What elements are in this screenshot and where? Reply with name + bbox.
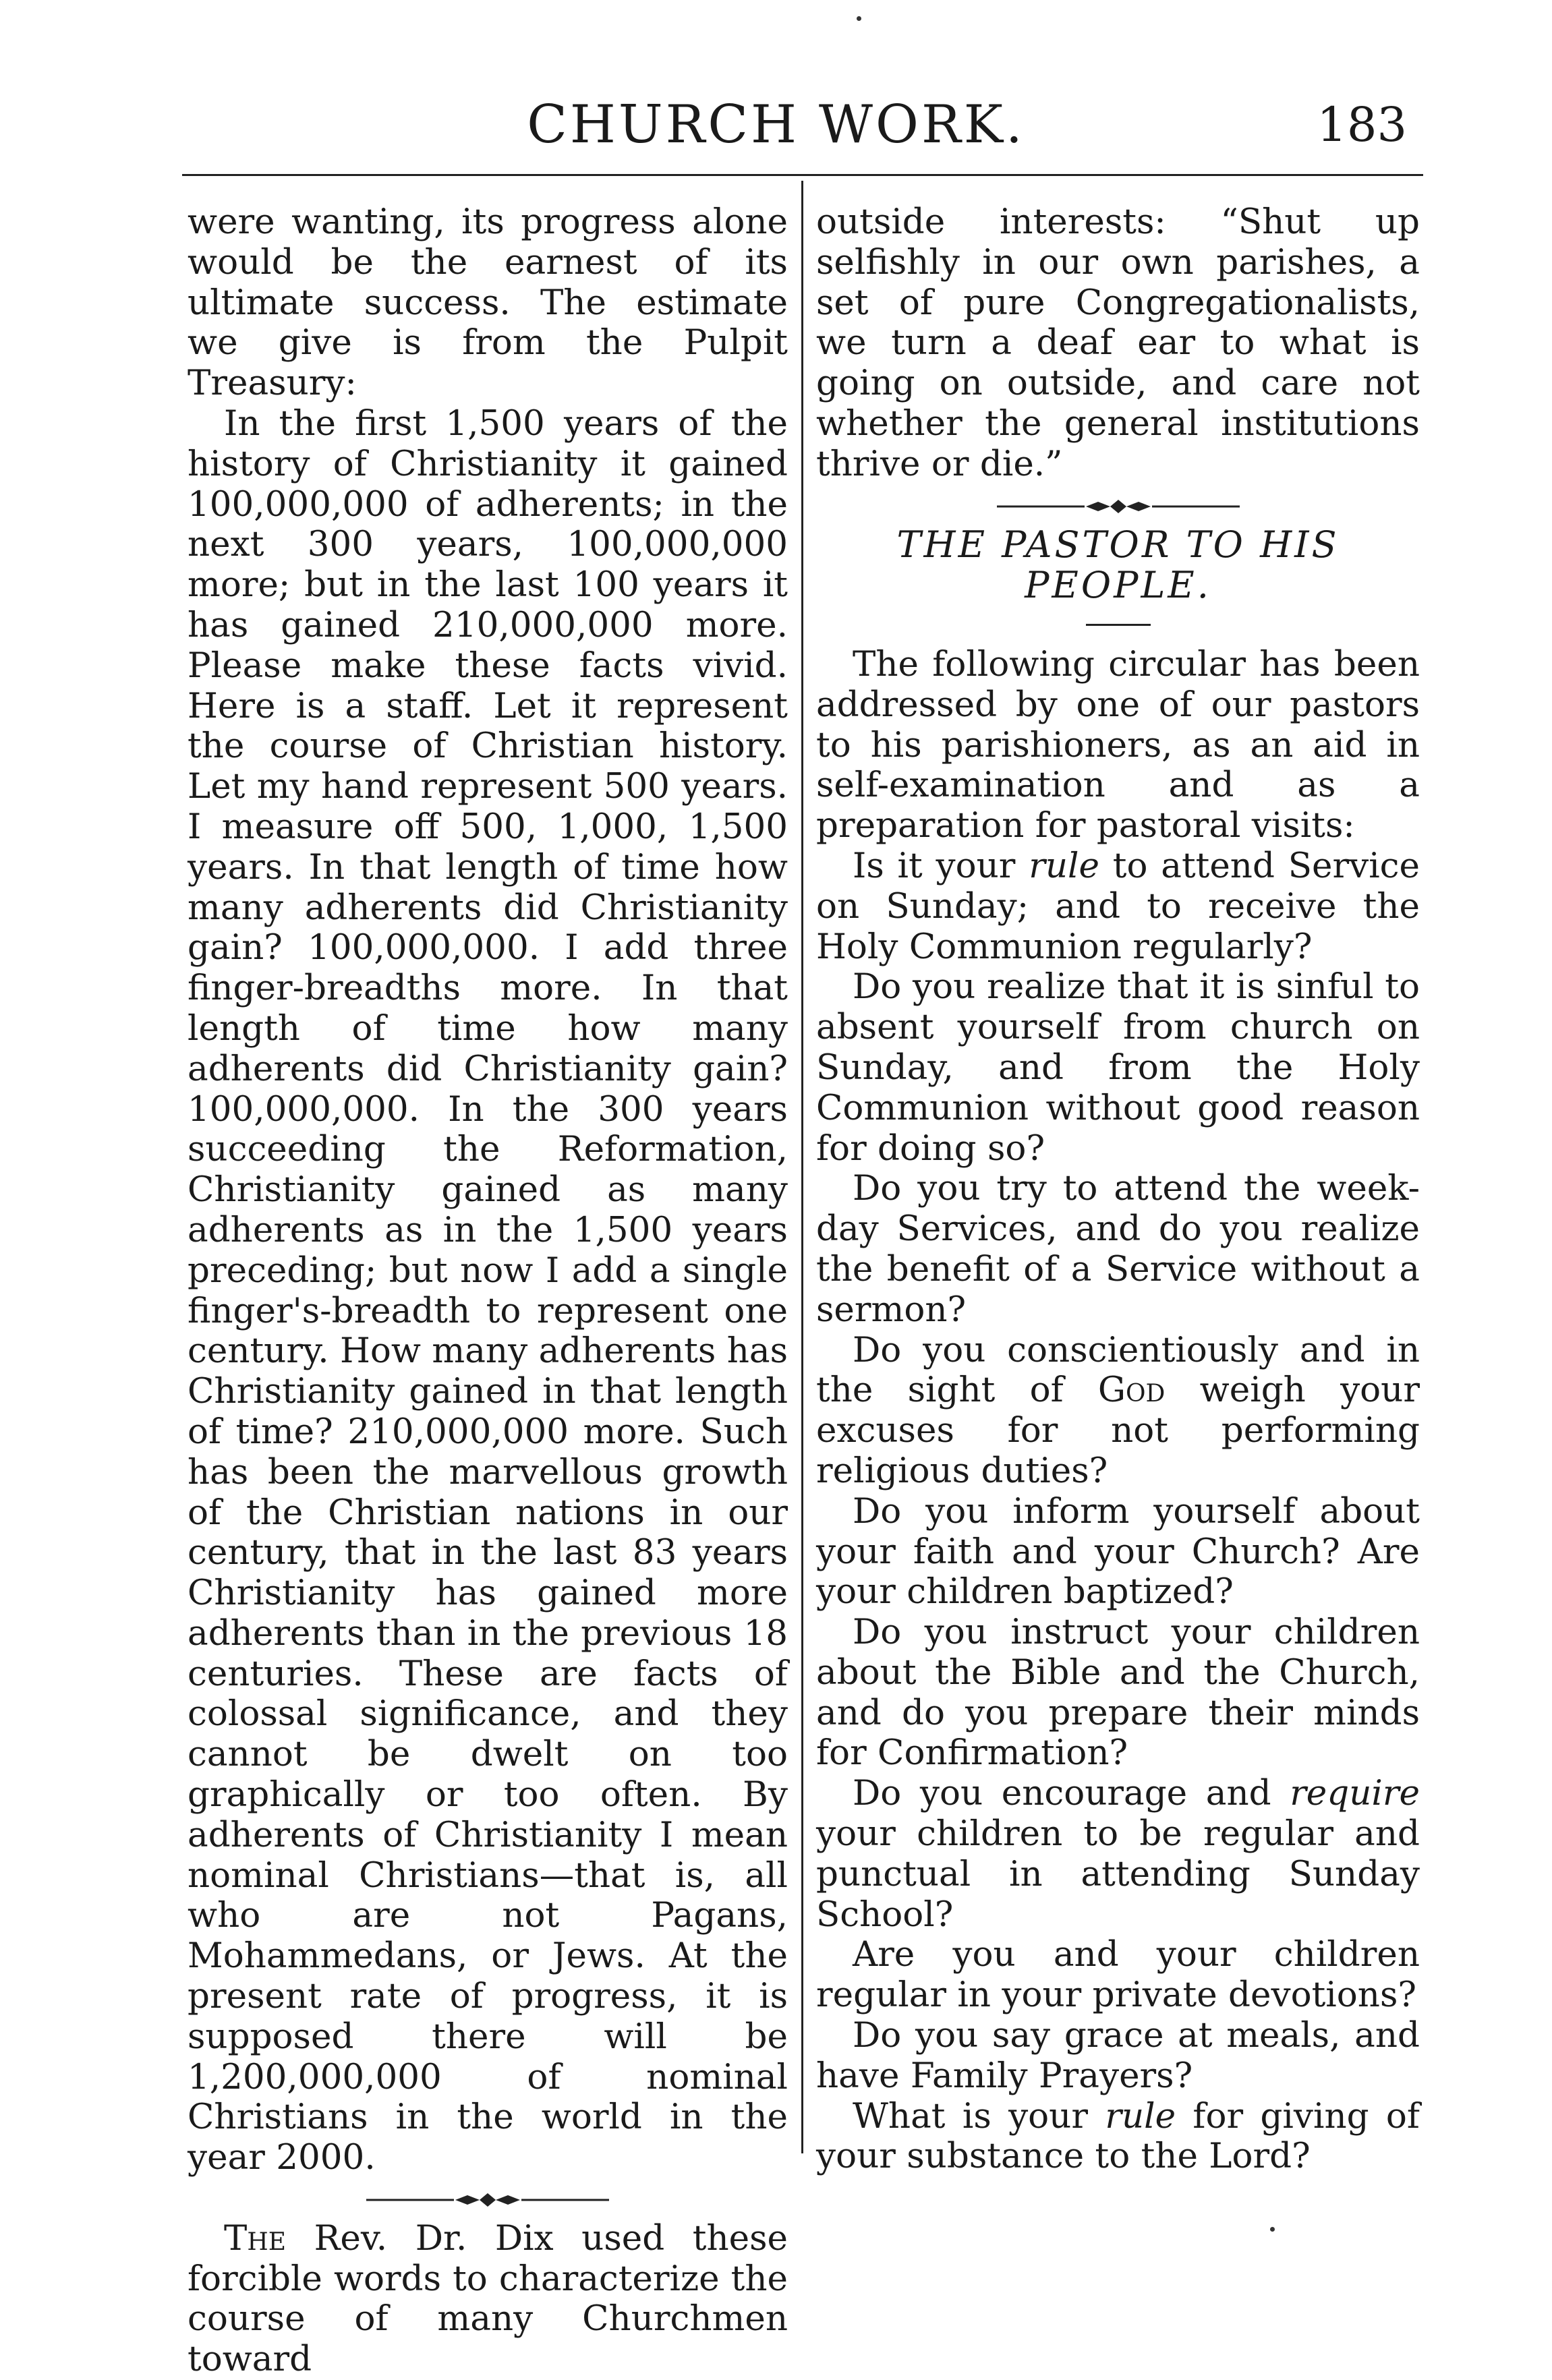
small-caps-word: God	[1097, 1370, 1166, 1411]
right-column	[816, 202, 1420, 2177]
question-7: Do you encourage and require your children to be regular and punctual in attending Sunday School?	[816, 1773, 1420, 1935]
heading-rule	[1086, 624, 1151, 626]
left-paragraph-continued: were wanting, its progress alone would be the earnest of its ultimate success. The estimate we give is from the Pulpit Treasury:	[188, 202, 788, 404]
ornament-divider-icon	[997, 498, 1240, 515]
question-8: Are you and your children regular in your private devotions?	[816, 1934, 1420, 2016]
ornament-divider-icon	[366, 2192, 609, 2208]
section-ornament	[188, 2178, 788, 2219]
left-paragraph-dix	[188, 2219, 788, 2380]
question-3: Do you try to attend the week-day Services, and do you realize the benefit of a Service without a sermon?	[816, 1168, 1420, 1330]
emphasis: rule	[1105, 2095, 1176, 2137]
question-1: Is it your rule to attend Service on Sunday; and to receive the Holy Communion regularly?	[816, 845, 1420, 967]
emphasis: rule	[1029, 845, 1099, 886]
question-10: What is your rule for giving of your substance to the Lord?	[816, 2095, 1420, 2177]
right-paragraph-quote: outside interests: “Shut up selfishly in our own parishes, a set of pure Congregationalists, we turn a deaf ear to what is going on outside, and care not whether the general institutions thrive or die.”	[816, 202, 1420, 484]
page-header	[0, 88, 1552, 162]
print-speck	[1270, 2227, 1275, 2232]
left-column	[188, 202, 788, 2380]
left-paragraph-dix-text: Rev. Dr. Dix used these forcible words to characterize the course of many Churchmen toward	[188, 2217, 788, 2380]
left-paragraph-quotation: In the first 1,500 years of the history of Christianity it gained 100,000,000 of adherents; in the next 300 years, 100,000,000 more; but in the last 100 years it has gained 210,000,000 more. Please make these facts vivid. Here is a staff. Let it represent the course of Christian history. Let my hand represent 500 years. I measure off 500, 1,000, 1,500 years. In that length of time how many adherents did Christianity gain? 100,000,000. I add three finger-breadths more. In that length of time how many adherents did Christianity gain? 100,000,000. In the 300 years succeeding the Reformation, Christianity gained as many adherents as in the 1,500 years preceding; but now I add a single finger's-breadth to represent one century. How many adherents has Christianity gained in that length of time? 210,000,000 more. Such has been the marvellous growth of the Christian nations in our century, that in the last 83 years Christianity has gained more adherents than in the previous 18 centuries. These are facts of colossal significance, and they cannot be dwelt on too graphically or too often. By adherents of Christianity I mean nominal Christians—that is, all who are not Pagans, Mohammedans, or Jews. At the present rate of progress, it is supposed there will be 1,200,000,000 of nominal Christians in the world in the year 2000.	[188, 403, 788, 2178]
page-number: 183	[1317, 97, 1407, 152]
question-6: Do you instruct your children about the Bible and the Church, and do you prepare their minds for Confirmation?	[816, 1612, 1420, 1774]
print-speck	[857, 16, 861, 21]
lead-word: The	[224, 2217, 287, 2259]
article-heading: THE PASTOR TO HIS PEOPLE.	[896, 523, 1340, 607]
question-4: Do you conscientiously and in the sight of God weigh your excuses for not performing religious duties?	[816, 1329, 1420, 1491]
section-ornament	[816, 485, 1420, 525]
circular-intro: The following circular has been addressed by one of our pastors to his parishioners, as an aid in self-examination and as a preparation for pastoral visits:	[816, 643, 1420, 846]
question-9: Do you say grace at meals, and have Family Prayers?	[816, 2015, 1420, 2096]
question-2: Do you realize that it is sinful to absent yourself from church on Sunday, and from the Holy Communion without good reason for doing so?	[816, 966, 1420, 1169]
running-title: CHURCH WORK.	[527, 94, 1025, 155]
emphasis: require	[1290, 1773, 1420, 1814]
header-rule	[182, 174, 1423, 176]
question-5: Do you inform yourself about your faith and your Church? Are your children baptized?	[816, 1490, 1420, 1613]
column-divider	[801, 181, 803, 2153]
